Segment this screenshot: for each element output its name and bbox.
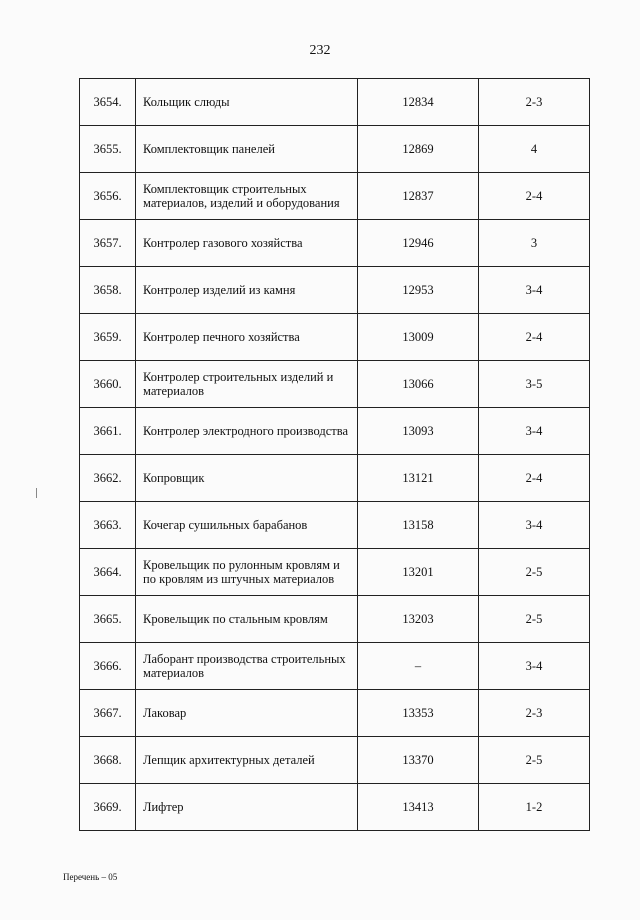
table-row [80, 314, 590, 361]
profession-code: 13093 [358, 408, 479, 455]
grade-range: 2-4 [479, 173, 590, 220]
row-number: 3657. [80, 220, 136, 267]
table-row [80, 643, 590, 690]
grade-range: 1-2 [479, 784, 590, 831]
table-row [80, 455, 590, 502]
table-row [80, 737, 590, 784]
page-number: 232 [309, 43, 331, 58]
profession-name: Контролер электродного производства [136, 408, 358, 455]
profession-code: 13158 [358, 502, 479, 549]
table-row [80, 502, 590, 549]
row-number: 3663. [80, 502, 136, 549]
profession-name: Кровельщик по рулонным кровлям и по кровлям из штучных материалов [136, 549, 358, 596]
profession-code: 12834 [358, 79, 479, 126]
profession-name: Кровельщик по стальным кровлям [136, 596, 358, 643]
footer-label: Перечень – 05 [63, 872, 118, 882]
profession-code: 13066 [358, 361, 479, 408]
profession-name: Контролер изделий из камня [136, 267, 358, 314]
table-row [80, 690, 590, 737]
profession-code: 12837 [358, 173, 479, 220]
profession-code: 12946 [358, 220, 479, 267]
grade-range: 2-4 [479, 455, 590, 502]
profession-code: – [358, 643, 479, 690]
profession-code: 12953 [358, 267, 479, 314]
row-number: 3669. [80, 784, 136, 831]
row-number: 3667. [80, 690, 136, 737]
profession-code: 12869 [358, 126, 479, 173]
table-row [80, 596, 590, 643]
grade-range: 3-4 [479, 408, 590, 455]
table-row [80, 549, 590, 596]
profession-name: Комплектовщик панелей [136, 126, 358, 173]
grade-range: 2-3 [479, 690, 590, 737]
row-number: 3660. [80, 361, 136, 408]
professions-table [79, 78, 590, 831]
profession-name: Контролер печного хозяйства [136, 314, 358, 361]
row-number: 3664. [80, 549, 136, 596]
profession-name: Копровщик [136, 455, 358, 502]
table-row [80, 408, 590, 455]
profession-code: 13370 [358, 737, 479, 784]
grade-range: 2-4 [479, 314, 590, 361]
row-number: 3661. [80, 408, 136, 455]
profession-code: 13009 [358, 314, 479, 361]
profession-name: Кольщик слюды [136, 79, 358, 126]
profession-name: Лаборант производства строительных материалов [136, 643, 358, 690]
profession-name: Контролер строительных изделий и материалов [136, 361, 358, 408]
row-number: 3659. [80, 314, 136, 361]
profession-name: Лепщик архитектурных деталей [136, 737, 358, 784]
table-row [80, 784, 590, 831]
row-number: 3654. [80, 79, 136, 126]
grade-range: 2-5 [479, 549, 590, 596]
table-row [80, 79, 590, 126]
row-number: 3658. [80, 267, 136, 314]
grade-range: 3-4 [479, 502, 590, 549]
grade-range: 2-5 [479, 737, 590, 784]
grade-range: 3-4 [479, 643, 590, 690]
grade-range: 3-5 [479, 361, 590, 408]
row-number: 3662. [80, 455, 136, 502]
row-number: 3665. [80, 596, 136, 643]
profession-name: Лаковар [136, 690, 358, 737]
table-row [80, 361, 590, 408]
grade-range: 2-3 [479, 79, 590, 126]
grade-range: 3-4 [479, 267, 590, 314]
grade-range: 3 [479, 220, 590, 267]
grade-range: 2-5 [479, 596, 590, 643]
profession-code: 13121 [358, 455, 479, 502]
profession-name: Контролер газового хозяйства [136, 220, 358, 267]
row-number: 3666. [80, 643, 136, 690]
grade-range: 4 [479, 126, 590, 173]
profession-code: 13201 [358, 549, 479, 596]
profession-name: Кочегар сушильных барабанов [136, 502, 358, 549]
profession-name: Комплектовщик строительных материалов, изделий и оборудования [136, 173, 358, 220]
row-number: 3656. [80, 173, 136, 220]
row-number: 3668. [80, 737, 136, 784]
profession-code: 13353 [358, 690, 479, 737]
profession-name: Лифтер [136, 784, 358, 831]
table-row [80, 173, 590, 220]
profession-code: 13413 [358, 784, 479, 831]
table-row [80, 267, 590, 314]
table-body [80, 79, 590, 831]
margin-mark [36, 488, 37, 498]
table-row [80, 126, 590, 173]
row-number: 3655. [80, 126, 136, 173]
table-row [80, 220, 590, 267]
profession-code: 13203 [358, 596, 479, 643]
